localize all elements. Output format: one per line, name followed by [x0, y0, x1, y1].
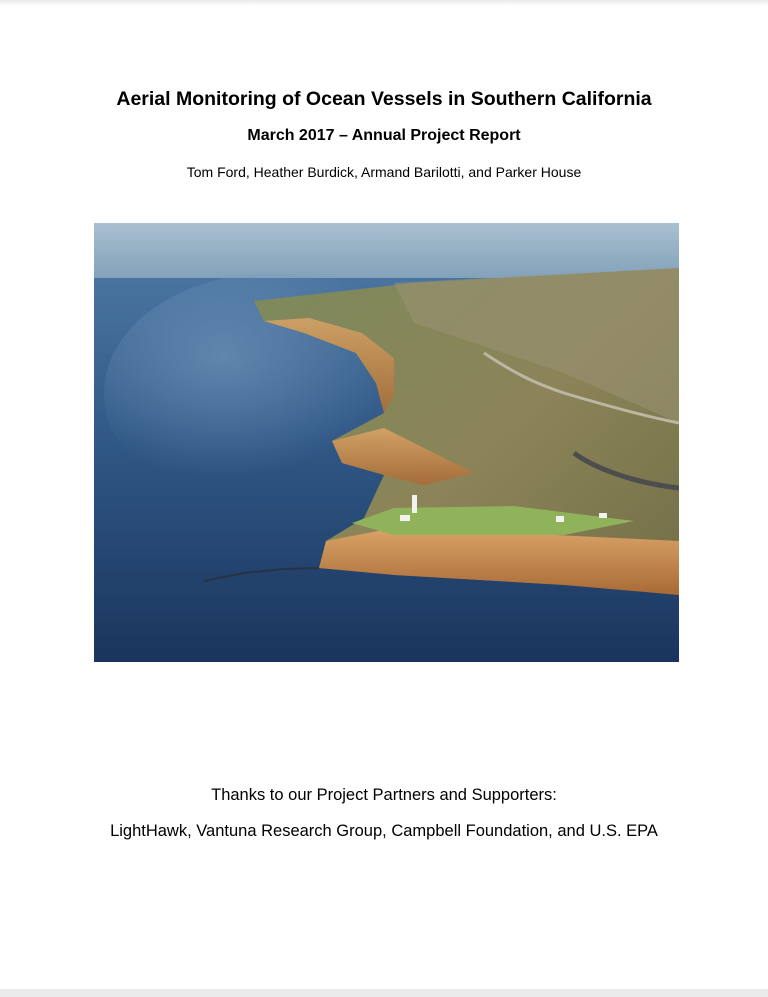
building [400, 515, 410, 521]
building [556, 516, 564, 522]
top-edge [0, 0, 768, 6]
lighthouse [412, 495, 417, 513]
building [599, 513, 607, 518]
report-title: Aerial Monitoring of Ocean Vessels in Southern California [116, 88, 652, 110]
report-authors: Tom Ford, Heather Burdick, Armand Barilotti, and Parker House [186, 164, 582, 180]
partners-list: LightHawk, Vantuna Research Group, Campbell Foundation, and U.S. EPA [110, 822, 658, 840]
report-subtitle: March 2017 – Annual Project Report [247, 127, 521, 144]
bottom-edge [0, 989, 768, 997]
aerial-coastline-photo [94, 223, 679, 662]
acknowledgements-heading: Thanks to our Project Partners and Supporters: [211, 786, 557, 804]
